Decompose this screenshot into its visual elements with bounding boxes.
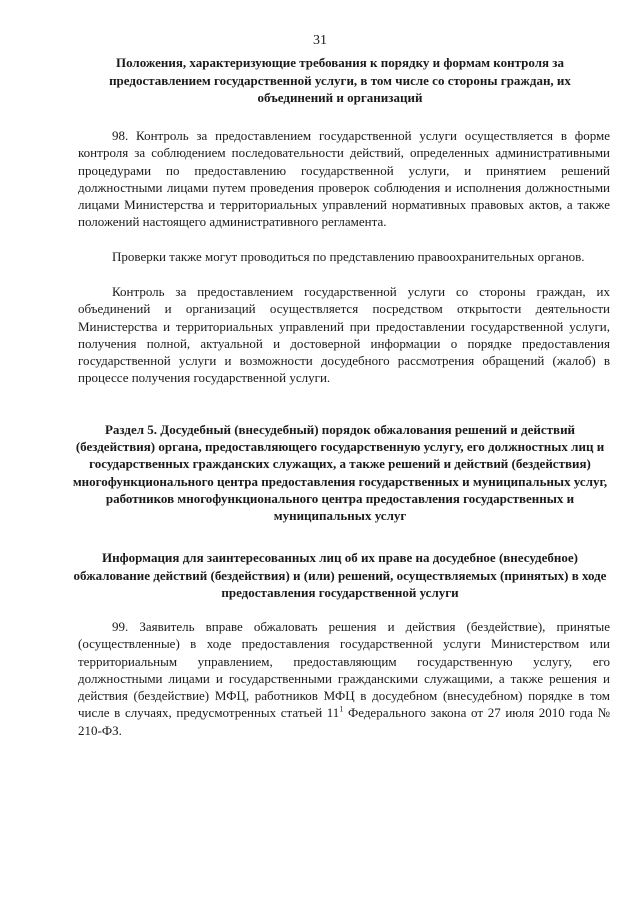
paragraph-inspections: Проверки также могут проводиться по представлению правоохранительных органов. xyxy=(112,249,585,264)
section-heading-control: Положения, характеризующие требования к порядку и формам контроля за предоставлением государственной услуги, в том числе со стороны граждан, их объединений и организаций xyxy=(109,55,571,105)
paragraph-99 xyxy=(78,618,610,739)
page-number: 31 xyxy=(313,33,327,48)
section-5-heading: Раздел 5. Досудебный (внесудебный) порядок обжалования решений и действий (бездействия) органа, предоставляющего государственную услугу, его должностных лиц и государственных гражданских служащих, а также решений и действий (бездействия) многофункционального центра предоставления государственных и муниципальных услуг, работников многофункционального центра предоставления государственных и муниципальных услуг xyxy=(72,422,608,524)
paragraph-98: 98. Контроль за предоставлением государственной услуги осуществляется в форме контроля за соблюдением последовательности действий, определенных административными процедурами по предоставлению государственной услуги, и принятием решений должностными лицами путем проведения проверок соблюдения и исполнения должностными лицами Министерства и территориальных управлений нормативных правовых актов, а также положений настоящего административного регламента. xyxy=(78,128,610,230)
article-superscript: 1 xyxy=(339,705,344,715)
paragraph-99-text-end: Федерального закона от 27 июля 2010 года № 210-ФЗ. xyxy=(78,705,610,738)
paragraph-public-control: Контроль за предоставлением государственной услуги со стороны граждан, их объединений и организаций осуществляется посредством открытости деятельности Министерства и территориальных управлений при предоставлении государственной услуги, получения полной, актуальной и достоверной информации о порядке предоставления государственной услуги и возможности досудебного рассмотрения обращений (жалоб) в процессе получения государственной услуги. xyxy=(78,284,610,386)
subsection-heading-appeal-info: Информация для заинтересованных лиц об их праве на досудебное (внесудебное) обжалование действий (бездействия) и (или) решений, осуществляемых (принятых) в ходе предоставления государственной услуги xyxy=(73,550,607,600)
paragraph-99-text: 99. Заявитель вправе обжаловать решения и действия (бездействие), принятые (осуществленные) в ходе предоставления государственной услуги Министерством или территориальным управлением, предоставляющим государственную услугу, его должностными лицами и государственными гражданскими служащими, а также решения и действия (бездействие) МФЦ, работников МФЦ в досудебном (внесудебном) порядке в том числе в случаях, предусмотренных статьей 11 xyxy=(78,619,610,721)
